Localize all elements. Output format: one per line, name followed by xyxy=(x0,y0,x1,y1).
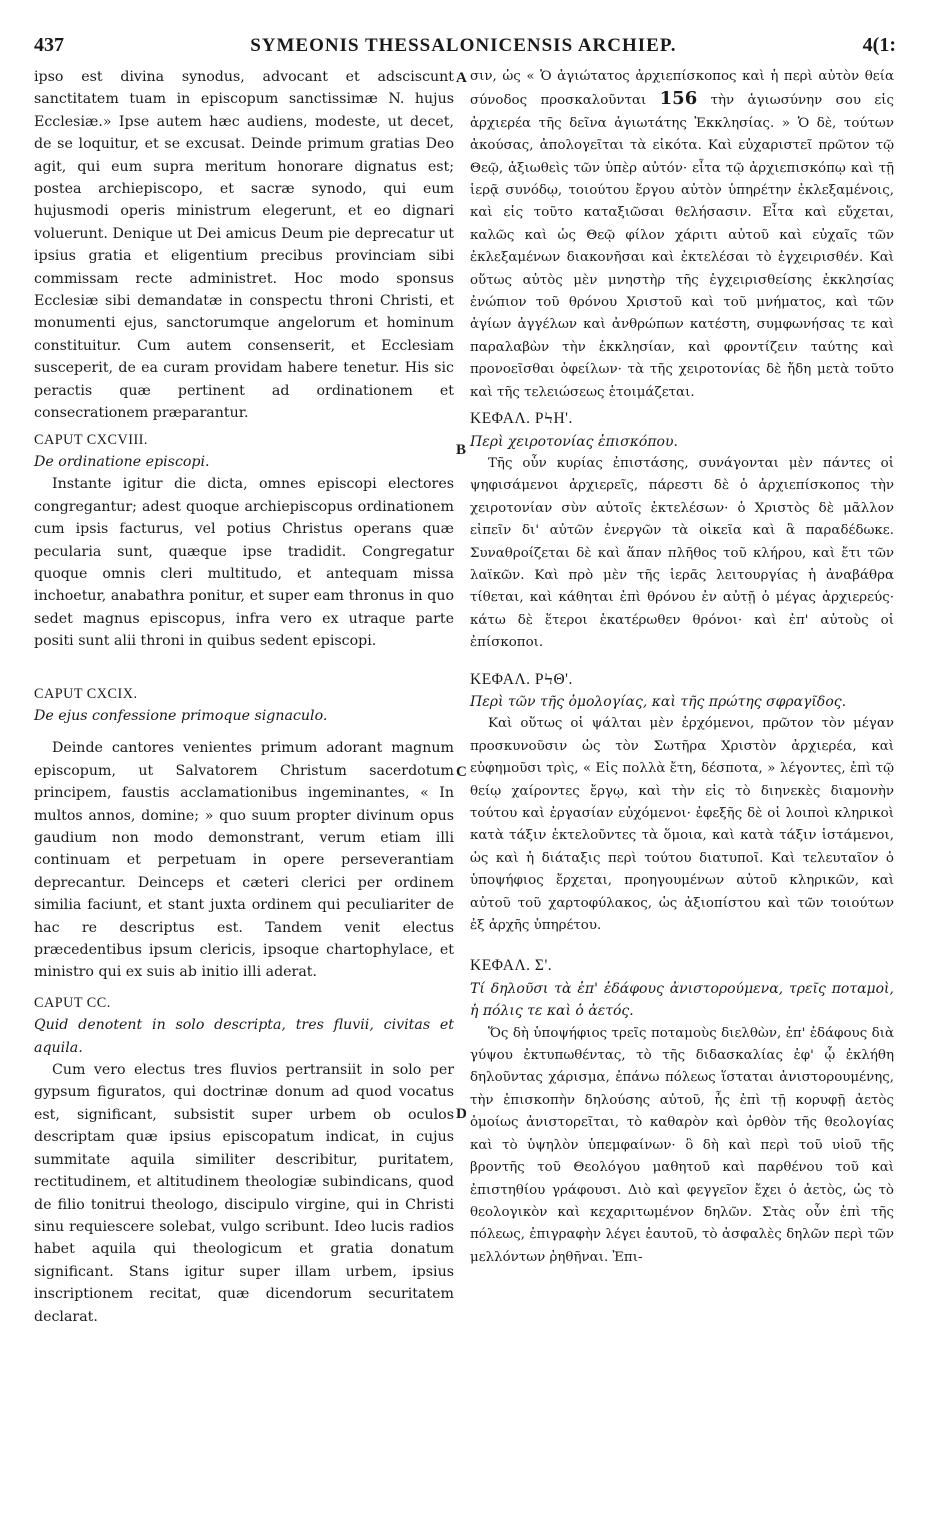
latin-chapter-198-text: Instante igitur die dicta, omnes episcopi electores congregantur; adest quoque archiepiscopus ordinationem cum ipsis facturus, vel potius Christus operans quæ pecularia sunt, quæque ipse tradidit. Congregatur quoque omnis cleri multitudo, et antequam missa inchoetur, anabathra ponitur, et super eam thronus in quo sedet magnus episcopus, infra vero ex utraque parte positi sunt alii throni in quibus sedent episcopi. xyxy=(34,476,454,650)
greek-intro-part-1: σιν, ὡς « Ὁ ἁγιώτατος ἀρχιεπίσκοπος καὶ ἡ περὶ αὐτὸν θεία σύνοδος προσκαλοῦνται xyxy=(470,69,894,109)
latin-chapter-199-text: Deinde cantores venientes primum adorant magnum episcopum, ut Salvatorem Christum sacerdotum principem, faustis acclamationibus ingeminantes, « In multos annos, domine; » quo suum propter divinum opus gaudium non modo demonstrant, verum etiam illi continuam et perpetuam in opere perseverantiam deprecantur. Deinceps et cæteri clerici per ordinem similia faciunt, et stant juxta ordinem qui peculiariter de hac re descriptus est. Tandem venit electus præcedentibus ipsum clericis, ipsoque chartophylace, et ministro qui ex suis ab initio illi aderat. xyxy=(34,740,454,981)
latin-column xyxy=(34,66,454,1328)
greek-chapter-199-text: Καὶ οὕτως οἱ ψάλται μὲν ἐρχόμενοι, πρῶτον τὸν μέγαν προσκυνοῦσιν ὡς τὸν Σωτῆρα Χριστὸν ἀρχιερέα, καὶ εὐφημοῦσι τρὶς, « Εἰς πολλὰ ἔτη, δέσποτα, » λέγοντες, ἐπὶ τῷ θείῳ χαίροντες ἔργῳ, καὶ τὴν εἰς τὸ διηνεκὲς διαμονὴν τούτου καὶ ἐργασίαν εὐχόμενοι· ἐφεξῆς δὲ οἱ λοιποὶ κληρικοὶ κατὰ τάξιν ἐκτελοῦντες τὰ ὅμοια, καὶ κατὰ τάξιν ἱστάμενοι, ὡς καὶ ἡ διάταξις περὶ τούτου διατυποῖ. Καὶ τελευταῖον ὁ ὑποψήφιος ἔρχεται, προηγουμένων αὐτοῦ κληρικῶν, καὶ αὐτοῦ τοῦ χαρτοφύλακος, ὡς ἀξιοπίστου καὶ τῶν τοιούτων ἐξ ἀρχῆς ὑπηρέτου. xyxy=(470,716,894,934)
greek-chapter-199-heading: ΚΕΦΑΛ. ΡϞΘ'. xyxy=(470,670,573,688)
greek-chapter-198-subtitle: Περὶ χειροτονίας ἐπισκόπου. xyxy=(470,433,678,450)
latin-chapter-198-subtitle: De ordinatione episcopi. xyxy=(34,453,210,470)
running-title: SYMEONIS THESSALONICENSIS ARCHIEP. xyxy=(250,35,677,56)
greek-chapter-199-subtitle: Περὶ τῶν τῆς ὁμολογίας, καὶ τῆς πρώτης σφραγῖδος. xyxy=(470,693,847,710)
greek-column xyxy=(470,66,894,1269)
greek-chapter-198-heading: ΚΕΦΑΛ. ΡϞΗ'. xyxy=(470,410,573,428)
margin-letter-a: A xyxy=(456,70,467,86)
latin-paragraph-intro: ipso est divina synodus, advocant et adsciscunt sanctitatem tuam in episcopum sanctissimæ N. hujus Ecclesiæ.» Ipse autem hæc audiens, modeste, ut decet, de se loquitur, et se excusat. Deinde primum gratias Deo agit, qui eum supra meritum honorare dignatus est; postea archiepiscopo, et sacræ synodo, qui eum hujusmodi operis ministrum elegerunt, et eo dignari voluerunt. Denique ut Dei amicus Deum pie deprecatur ut ipsius gratia et eligentium precibus provinciam sibi commissam recte administret. Hoc modo sponsus Ecclesiæ sibi demandatæ in conspectu throni Christi, et monumenti ejus, sanctorumque angelorum et hominum constituitur. Cum autem consenserit, et Ecclesiam susceperit, de ea curam providam habere tenetur. His sic peractis quæ pertinent ad ordinationem et consecrationem præparantur. xyxy=(34,69,454,422)
page-number-left: 437 xyxy=(34,34,64,56)
column-number-marker: 156 xyxy=(659,88,698,110)
greek-chapter-198-text: Τῆς οὖν κυρίας ἐπιστάσης, συνάγονται μὲν πάντες οἱ ψηφισάμενοι ἀρχιερεῖς, πάρεστι δὲ ὁ ἀρχιεπίσκοπος τὴν χειροτονίαν σὺν αὐτοῖς ἐκτελέσων· ὁ Χριστὸς δὲ μᾶλλον εἰπεῖν δι' αὐτῶν ἐνεργῶν τὰ οἰκεῖα καὶ ἃ παραδέδωκε. Συναθροίζεται δὲ καὶ ἅπαν πλῆθος τοῦ κλήρου, καὶ ἔτι τῶν λαϊκῶν. Καὶ πρὸ μὲν τῆς ἱερᾶς λειτουργίας ἡ ἀναβάθρα τίθεται, καὶ κάθηται ἐπὶ θρόνου ἐν αὐτῇ ὁ μέγας ἀρχιερεύς· κάτω δὲ ἕτεροι ἑκατέρωθεν θρόνοι· καὶ ἐπ' αὐτοὺς οἱ ἐπίσκοποι. xyxy=(470,455,894,651)
greek-paragraph-intro xyxy=(470,66,894,404)
latin-chapter-199-subtitle: De ejus confessione primoque signaculo. xyxy=(34,707,328,724)
greek-chapter-200-text: Ὅς δὴ ὑποψήφιος τρεῖς ποταμοὺς διελθὼν, ἐπ' ἐδάφους διὰ γύψου ἐκτυπωθέντας, τὸ τῆς διδασκαλίας ἐφ' ᾧ ἐκλήθη δηλοῦντας χάρισμα, ἐπάνω πόλεως ἵσταται ἀνιστορουμένης, τὴν ἐπισκοπὴν δηλούσης αὐτοῦ, ἧς ἐπὶ τῇ κορυφῇ ἀετὸς ὁμοίως ἀνιστορεῖται, τὸ καθαρὸν καὶ ὀρθὸν τῆς θεολογίας καὶ τὸ ὑψηλὸν ὑπεμφαίνων· ὃ δὴ καὶ περὶ τοῦ υἱοῦ τῆς βροντῆς τοῦ Θεολόγου μαθητοῦ καὶ παρθένου τοῦ καὶ ἐπιστηθίου γράφουσι. Διὸ καὶ φεγγεῖον ἔχει ὁ ἀετὸς, ὡς τὸ θεολογικὸν καὶ κεχαριτωμένον δηλῶν. Στὰς οὖν ἐπὶ τῆς πόλεως, ἐπιγραφὴν λέγει ἑαυτοῦ, τὸ ἀσφαλὲς δηλῶν περὶ τῶν μελλόντων ῥηθῆναι. Ἐπι- xyxy=(470,1025,894,1265)
margin-letter-d: D xyxy=(456,1106,467,1122)
page-number-right: 4(1: xyxy=(862,34,896,56)
page-header xyxy=(34,34,896,60)
latin-chapter-199-heading: CAPUT CXCIX. xyxy=(34,685,138,702)
latin-chapter-200-subtitle: Quid denotent in solo descripta, tres fluvii, civitas et aquila. xyxy=(34,1017,454,1056)
latin-chapter-198-heading: CAPUT CXCVIII. xyxy=(34,431,148,448)
greek-chapter-200-subtitle: Τί δηλοῦσι τὰ ἐπ' ἐδάφους ἀνιστορούμενα, τρεῖς ποταμοὶ, ἡ πόλις τε καὶ ὁ ἀετός. xyxy=(470,980,894,1020)
margin-letter-b: B xyxy=(456,442,467,458)
latin-chapter-200-heading: CAPUT CC. xyxy=(34,994,111,1011)
margin-letter-c: C xyxy=(456,764,467,780)
greek-intro-part-2: τὴν ἁγιωσύνην σου εἰς ἀρχιερέα τῆς δεῖνα ἁγιωτάτης Ἐκκλησίας. » Ὁ δὲ, τούτων ἀκούσας, ἀπολογεῖται τὰ εἰκότα. Καὶ εὐχαριστεῖ πρῶτον τῷ Θεῷ, ἀξιωθεὶς τῶν ὑπὲρ αὐτόν· εἶτα τῷ ἀρχιεπισκόπῳ καὶ τῇ ἱερᾷ συνόδῳ, τοιούτου ἔργου αὐτὸν ὑπηρέτην ἐκλεξαμένοις, καὶ εἰς τοῦτο καταξιῶσαι θελήσασιν. Εἶτα καὶ εὔχεται, καλῶς καὶ ὡς Θεῷ φίλον χάριτι αὐτοῦ καὶ εὐχαῖς τῶν ἐκλεξαμένων διακονῆσαι καὶ ἐκτελέσαι τὸ ἐγχειρισθέν. Καὶ οὕτως αὐτὸς μὲν μνηστὴρ τῆς ἐγχειρισθείσης ἐκκλησίας ἐνώπιον τοῦ θρόνου Χριστοῦ καὶ τοῦ μνήματος, καὶ τῶν ἁγίων ἀγγέλων καὶ ἀνθρώπων κατέστη, συμφωνήσας τε καὶ παραλαβὼν τὴν ἐκκλησίαν, καὶ φροντίζειν ταύτης καὶ προνοεῖσθαι ὀφείλων· τὰ τῆς χειροτονίας δὲ ἤδη μετὰ τοῦτο καὶ τῆς τελειώσεως ἑτοιμάζεται. xyxy=(470,93,895,400)
latin-chapter-200-text: Cum vero electus tres fluvios pertransiit in solo per gypsum figuratos, qui doctrinæ donum ad quod vocatus est, significant, subsistit super urbem ob oculos descriptam quæ ipsius episcopatum indicat, in cujus summitate aquila similiter describitur, puritatem, rectitudinem, et altitudinem theologiæ subindicans, quod de filio tonitrui theologo, discipulo virgine, qui in Christi sinu requiescere solebat, vulgo scribunt. Ideo lucis radios habet aquila qui theologicum et gratia donatum significant. Stans igitur super illam urbem, ipsius inscriptionem recitat, quæ dicendorum securitatem declarat. xyxy=(34,1062,454,1325)
greek-chapter-200-heading: ΚΕΦΑΛ. Σ'. xyxy=(470,957,553,975)
